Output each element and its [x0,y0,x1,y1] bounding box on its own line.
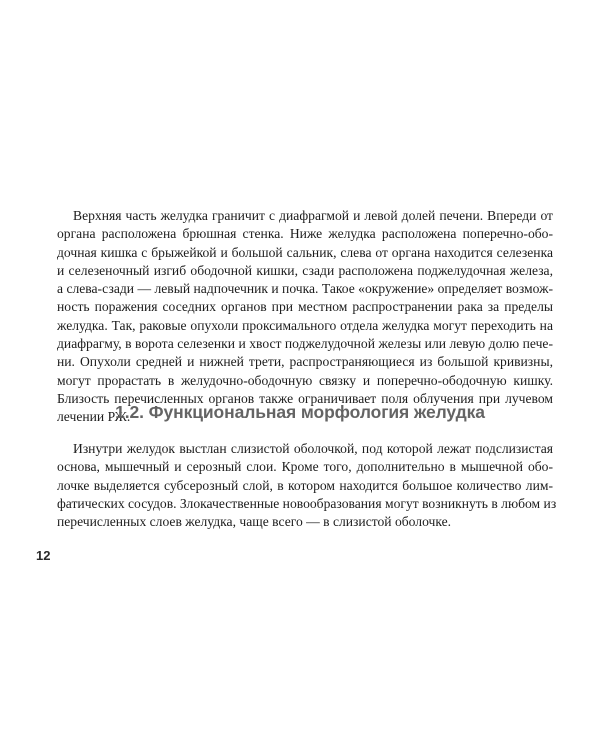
text-line: диафрагму, в ворота селезенки и хвост поджелудочной железы или левую долю пече- [57,336,553,352]
text-line: Близость перечисленных органов также ограничивает поля облучения при лучевом [57,390,553,406]
section-heading: 1.2. Функциональная морфология желудка [115,402,485,422]
text-line: желудка. Так, раковые опухоли проксимального отдела желудка могут переходить на [57,317,553,333]
text-line: органа расположена брюшная стенка. Ниже желудка расположена поперечно-обо- [57,226,553,242]
text-line: ность поражения соседних органов при местном распространении рака за пределы [57,299,553,315]
text-line: и селезеночный изгиб ободочной кишки, сзади расположена поджелудочная железа, [57,262,553,278]
text-line: фатических сосудов. Злокачественные новообразования могут возникнуть в любом из [57,495,557,511]
text-line: а слева-сзади — левый надпочечник и почка. Такое «окружение» определяет возмож- [57,281,553,297]
paragraph-stomach-borders [57,207,553,427]
page-number: 12 [36,548,51,563]
text-line: лочке выделяется субсерозный слой, в котором находится большое количество лим- [57,477,553,493]
text-line: могут прорастать в желудочно-ободочную связку и поперечно-ободочную кишку. [57,372,553,388]
text-line: лечении РЖ. [57,409,131,425]
text-line: ни. Опухоли средней и нижней трети, распространяющиеся из большой кривизны, [57,354,553,370]
text-line: Верхняя часть желудка граничит с диафрагмой и левой долей печени. Впереди от [73,208,553,223]
text-line: Изнутри желудок выстлан слизистой оболочкой, под которой лежат подслизистая [73,441,553,456]
text-line: перечисленных слоев желудка, чаще всего — в слизистой оболочке. [57,514,452,530]
paragraph-stomach-layers [57,440,557,531]
text-line: основа, мышечный и серозный слои. Кроме того, дополнительно в мышечной обо- [57,459,553,475]
text-line: дочная кишка с брыжейкой и большой сальник, слева от органа находится селезенка [57,244,553,260]
